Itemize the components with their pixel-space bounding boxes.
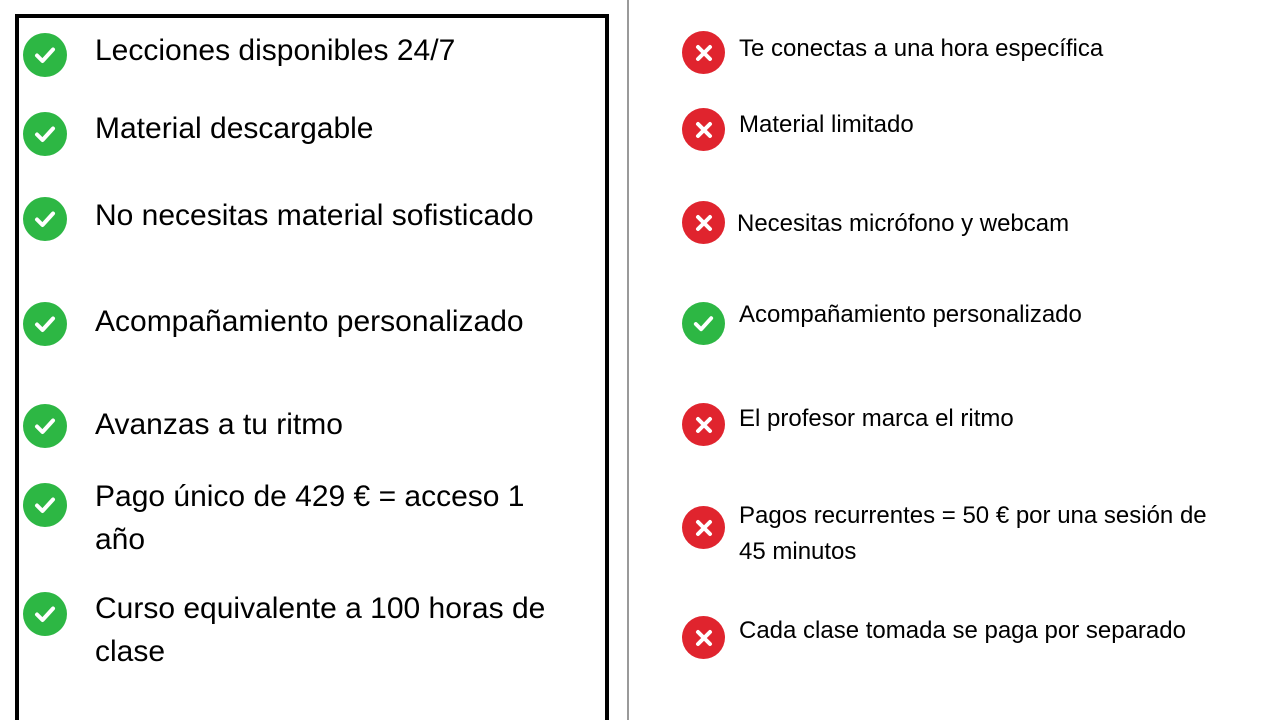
left-item-text: Avanzas a tu ritmo — [95, 408, 343, 441]
check-icon — [23, 33, 67, 77]
cross-icon — [682, 201, 725, 244]
right-item-text: Pagos recurrentes = 50 € por una sesión de 45 minutos — [739, 502, 1207, 565]
cross-icon — [682, 506, 725, 549]
check-icon — [23, 112, 67, 156]
cross-icon — [682, 31, 725, 74]
check-icon — [23, 483, 67, 527]
cross-icon — [682, 403, 725, 446]
right-item-text: Acompañamiento personalizado — [739, 301, 1082, 328]
column-divider — [627, 0, 629, 720]
check-icon — [682, 302, 725, 345]
check-icon — [23, 197, 67, 241]
right-item-text: Material limitado — [739, 111, 914, 138]
right-item-text: Cada clase tomada se paga por separado — [739, 617, 1186, 644]
left-item-text: Lecciones disponibles 24/7 — [95, 34, 456, 67]
right-item-text: Te conectas a una hora específica — [739, 35, 1104, 62]
check-icon — [23, 404, 67, 448]
check-icon — [23, 592, 67, 636]
left-item-text: Curso equivalente a 100 horas de clase — [95, 592, 546, 668]
cross-icon — [682, 108, 725, 151]
check-icon — [23, 302, 67, 346]
left-item-text: No necesitas material sofisticado — [95, 199, 534, 232]
right-item-text: El profesor marca el ritmo — [739, 405, 1014, 432]
cross-icon — [682, 616, 725, 659]
left-item-text: Pago único de 429 € = acceso 1 año — [95, 480, 525, 556]
left-item-text: Acompañamiento personalizado — [95, 305, 524, 338]
left-item-text: Material descargable — [95, 112, 374, 145]
right-item-text: Necesitas micrófono y webcam — [737, 210, 1070, 237]
